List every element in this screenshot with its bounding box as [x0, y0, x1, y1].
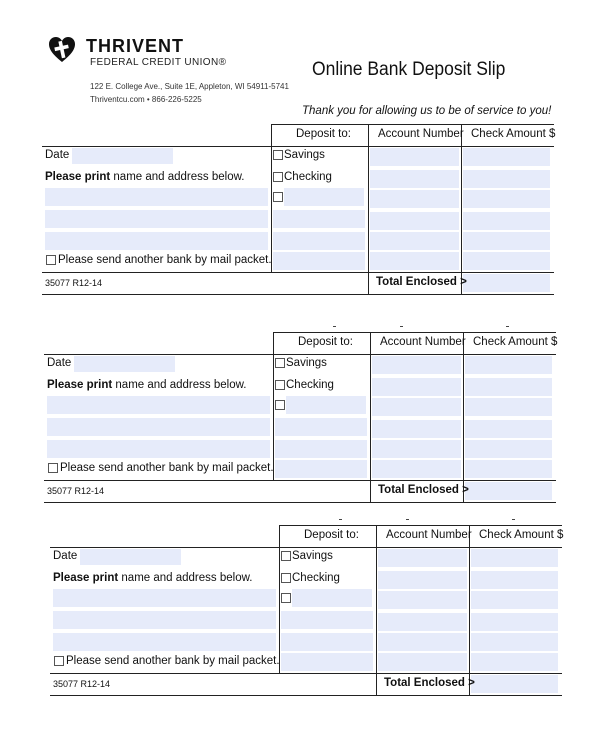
check-amount-field-6[interactable]	[465, 460, 552, 478]
savings-checkbox[interactable]	[281, 551, 291, 561]
other-deposit-field[interactable]	[286, 396, 366, 414]
account-number-field-1[interactable]	[372, 356, 461, 374]
account-number-field-2[interactable]	[372, 378, 461, 396]
check-amount-field-5[interactable]	[465, 440, 552, 458]
savings-label: Savings	[292, 550, 333, 562]
deposit-slip-1	[42, 124, 562, 296]
name-address-line-3[interactable]	[47, 440, 270, 458]
form-number: 35077 R12-14	[45, 278, 103, 288]
other-checkbox[interactable]	[273, 192, 283, 202]
account-number-field-6[interactable]	[372, 460, 461, 478]
check-amount-field-2[interactable]	[463, 170, 550, 188]
name-address-line-1[interactable]	[53, 589, 276, 607]
please-print-note: Please print name and address below.	[45, 171, 245, 183]
name-address-line-2[interactable]	[45, 210, 268, 228]
col-check-amount: Check Amount $	[471, 128, 556, 140]
check-amount-field-2[interactable]	[471, 571, 558, 589]
brand-name: THRIVENT	[86, 36, 184, 56]
deposit-field-6[interactable]	[281, 653, 373, 671]
name-address-line-1[interactable]	[47, 396, 270, 414]
mail-packet-checkbox[interactable]	[48, 463, 58, 473]
account-number-field-4[interactable]	[370, 212, 459, 230]
col-check-amount: Check Amount $	[473, 336, 558, 348]
account-number-field-1[interactable]	[370, 148, 459, 166]
other-checkbox[interactable]	[281, 593, 291, 603]
savings-label: Savings	[284, 149, 325, 161]
check-amount-field-3[interactable]	[463, 190, 550, 208]
mail-packet-label: Please send another bank by mail packet.	[60, 462, 274, 474]
check-amount-field-4[interactable]	[465, 420, 552, 438]
account-number-field-1[interactable]	[378, 549, 467, 567]
check-amount-field-5[interactable]	[463, 232, 550, 250]
check-amount-field-4[interactable]	[471, 613, 558, 631]
address-text: 122 E. College Ave., Suite 1E, Appleton, WI 54911-5741	[90, 82, 289, 91]
deposit-field-4[interactable]	[275, 418, 367, 436]
check-amount-field-6[interactable]	[463, 252, 550, 270]
thank-you-note: Thank you for allowing us to be of service to you!	[302, 105, 552, 117]
checking-checkbox[interactable]	[275, 380, 285, 390]
please-print-note: Please print name and address below.	[47, 379, 247, 391]
check-amount-field-1[interactable]	[471, 549, 558, 567]
checking-checkbox[interactable]	[281, 573, 291, 583]
checking-label: Checking	[292, 572, 340, 584]
deposit-slip-2	[44, 332, 564, 504]
mail-packet-checkbox[interactable]	[46, 255, 56, 265]
name-address-line-1[interactable]	[45, 188, 268, 206]
savings-checkbox[interactable]	[273, 150, 283, 160]
contact-text: Thriventcu.com • 866-226-5225	[90, 95, 202, 104]
total-field[interactable]	[463, 274, 550, 292]
deposit-field-5[interactable]	[275, 440, 367, 458]
col-account-number: Account Number	[380, 336, 466, 348]
checking-checkbox[interactable]	[273, 172, 283, 182]
col-check-amount: Check Amount $	[479, 529, 564, 541]
check-amount-field-1[interactable]	[463, 148, 550, 166]
mail-packet-label: Please send another bank by mail packet.	[66, 655, 280, 667]
date-field[interactable]	[80, 549, 181, 565]
name-address-line-2[interactable]	[47, 418, 270, 436]
brand-subtitle: FEDERAL CREDIT UNION®	[90, 57, 227, 68]
total-enclosed-label: Total Enclosed >	[378, 484, 469, 496]
deposit-field-5[interactable]	[273, 232, 365, 250]
other-checkbox[interactable]	[275, 400, 285, 410]
account-number-field-6[interactable]	[370, 252, 459, 270]
form-number: 35077 R12-14	[53, 679, 111, 689]
account-number-field-2[interactable]	[378, 571, 467, 589]
page-title: Online Bank Deposit Slip	[312, 59, 506, 80]
account-number-field-2[interactable]	[370, 170, 459, 188]
account-number-field-3[interactable]	[370, 190, 459, 208]
account-number-field-6[interactable]	[378, 653, 467, 671]
deposit-field-5[interactable]	[281, 633, 373, 651]
col-deposit-to: Deposit to:	[298, 336, 353, 348]
account-number-field-3[interactable]	[378, 591, 467, 609]
deposit-slip-3	[50, 525, 570, 697]
date-field[interactable]	[72, 148, 173, 164]
name-address-line-2[interactable]	[53, 611, 276, 629]
check-amount-field-3[interactable]	[465, 398, 552, 416]
date-label: Date	[53, 550, 78, 562]
mail-packet-label: Please send another bank by mail packet.	[58, 254, 272, 266]
col-account-number: Account Number	[386, 529, 472, 541]
date-field[interactable]	[74, 356, 175, 372]
deposit-field-4[interactable]	[273, 210, 365, 228]
deposit-field-6[interactable]	[275, 460, 367, 478]
account-number-field-5[interactable]	[370, 232, 459, 250]
check-amount-field-1[interactable]	[465, 356, 552, 374]
col-account-number: Account Number	[378, 128, 464, 140]
col-deposit-to: Deposit to:	[304, 529, 359, 541]
total-enclosed-label: Total Enclosed >	[376, 276, 467, 288]
other-deposit-field[interactable]	[292, 589, 372, 607]
date-label: Date	[45, 149, 70, 161]
check-amount-field-6[interactable]	[471, 653, 558, 671]
checking-label: Checking	[284, 171, 332, 183]
please-print-note: Please print name and address below.	[53, 572, 253, 584]
col-deposit-to: Deposit to:	[296, 128, 351, 140]
savings-label: Savings	[286, 357, 327, 369]
check-amount-field-5[interactable]	[471, 633, 558, 651]
mail-packet-checkbox[interactable]	[54, 656, 64, 666]
thrivent-heart-logo-icon	[48, 36, 76, 64]
account-number-field-5[interactable]	[372, 440, 461, 458]
account-number-field-4[interactable]	[372, 420, 461, 438]
checking-label: Checking	[286, 379, 334, 391]
total-enclosed-label: Total Enclosed >	[384, 677, 475, 689]
other-deposit-field[interactable]	[284, 188, 364, 206]
deposit-field-4[interactable]	[281, 611, 373, 629]
total-field[interactable]	[465, 482, 552, 500]
account-number-field-5[interactable]	[378, 633, 467, 651]
check-amount-field-3[interactable]	[471, 591, 558, 609]
name-address-line-3[interactable]	[45, 232, 268, 250]
check-amount-field-2[interactable]	[465, 378, 552, 396]
account-number-field-3[interactable]	[372, 398, 461, 416]
check-amount-field-4[interactable]	[463, 212, 550, 230]
account-number-field-4[interactable]	[378, 613, 467, 631]
total-field[interactable]	[471, 675, 558, 693]
savings-checkbox[interactable]	[275, 358, 285, 368]
form-number: 35077 R12-14	[47, 486, 105, 496]
date-label: Date	[47, 357, 72, 369]
name-address-line-3[interactable]	[53, 633, 276, 651]
deposit-field-6[interactable]	[273, 252, 365, 270]
